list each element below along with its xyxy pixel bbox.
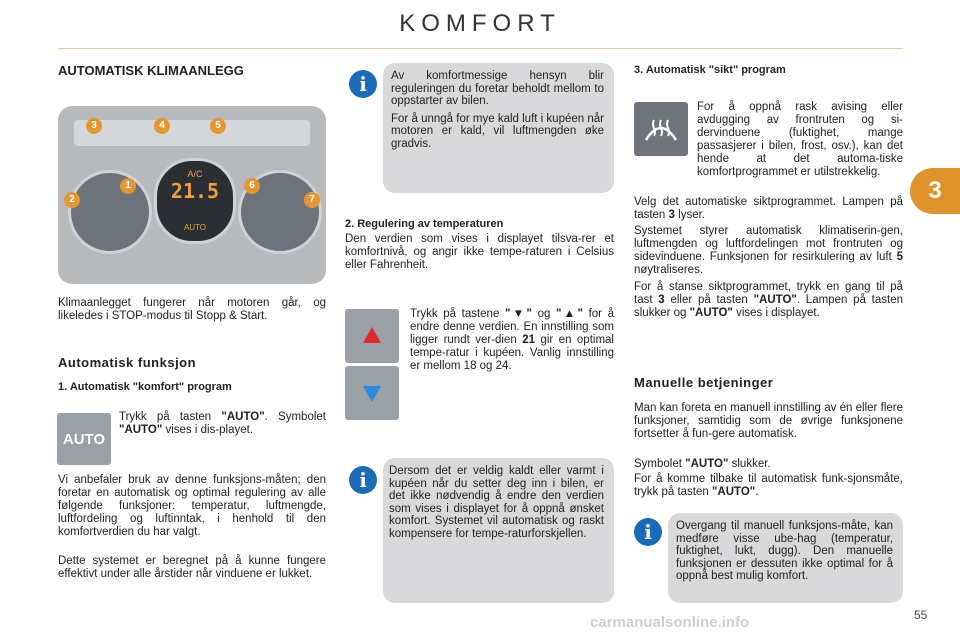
intro-text: Klimaanlegget fungerer når motoren går, og likeledes i STOP-modus til Stopp & Start. xyxy=(58,297,326,322)
arrow-up-icon xyxy=(345,309,399,363)
callout-5: 5 xyxy=(210,118,226,134)
manual-p1: Man kan foreta en manuell innstilling av én eller flere funksjoner, samtidig som de øvrige funksjonene fortsetter å fun-gere automatisk. xyxy=(634,402,903,440)
item2-title: 2. Regulering av temperaturen xyxy=(345,218,504,230)
callout-4: 4 xyxy=(154,118,170,134)
right-p3: For å stanse siktprogrammet, trykk en gang til på tast 3 eller på tasten "AUTO". Lampen på tasten slukker og "AUTO" vises i displayet. xyxy=(634,281,903,319)
para-seasons: Dette systemet er beregnet på å kunne fungere effektivt under alle årstider når vinduene er lukket. xyxy=(58,555,326,580)
defrost-icon xyxy=(634,102,688,156)
right-p1: Velg det automatiske siktprogrammet. Lampen på tasten 3 lyser. xyxy=(634,196,903,221)
item3-text: For å oppnå rask avising eller avdugging av frontruten og si-dervinduene (fuktighet, mange passasjerer i bilen, frost, osv.), kan det hende at det automa-tiske komfortprogrammet er utilstrekkelig. xyxy=(697,101,903,178)
item1-text: Trykk på tasten "AUTO". Symbolet "AUTO" vises i dis-playet. xyxy=(119,411,326,436)
section-heading: AUTOMATISK KLIMAANLEGG xyxy=(58,63,244,78)
info-icon: i xyxy=(349,70,377,98)
callout-3: 3 xyxy=(86,118,102,134)
right-p2: Systemet styrer automatisk klimatiserin-gen, luftmengden og luftfordelingen mot frontruten og sidevinduene. Funksjonen for resirkulering av luft 5 nøytraliseres. xyxy=(634,225,903,276)
callout-2: 2 xyxy=(64,192,80,208)
temp-down-button-image xyxy=(345,366,399,420)
callout-1: 1 xyxy=(120,178,136,194)
info2-text: Dersom det er veldig kaldt eller varmt i kupéen når du setter deg inn i bilen, er det ikke nødvendig å endre den verdien som vises i displayet for å oppnå ønsket komfort. Systemet vil automatisk og raskt kompensere for tempe-raturforskjellen. xyxy=(389,465,604,540)
display: A/C 21.5 AUTO xyxy=(154,158,236,244)
manual-p2: Symbolet "AUTO" slukker. xyxy=(634,458,771,470)
left-dial xyxy=(68,170,152,254)
defrost-button-image xyxy=(634,102,688,156)
info-box-2 xyxy=(383,458,614,603)
info1-p2: For å unngå for mye kald luft i kupéen når motoren er kald, vil luftmengden øke gradvis. xyxy=(391,112,604,150)
header-divider xyxy=(58,48,903,49)
item1-title: 1. Automatisk "komfort" program xyxy=(58,381,232,393)
auto-button-label: AUTO xyxy=(62,430,106,448)
subheading-manual: Manuelle betjeninger xyxy=(634,375,774,390)
info-box-3 xyxy=(668,513,903,603)
page-number: 55 xyxy=(914,608,928,622)
watermark: carmanualsonline.info xyxy=(590,614,750,631)
arrow-down-icon xyxy=(345,366,399,420)
auto-button-image xyxy=(57,413,111,465)
manual-p3: For å komme tilbake til automatisk funk-sjonsmåte, trykk på tasten "AUTO". xyxy=(634,473,903,498)
subheading-auto: Automatisk funksjon xyxy=(58,355,197,370)
item2-text: Den verdien som vises i displayet tilsva-rer et komfortnivå, og angir ikke tempe-raturen i Celsius eller Fahrenheit. xyxy=(345,233,614,271)
info-icon: i xyxy=(634,518,662,546)
callout-6: 6 xyxy=(244,178,260,194)
para-recommendation: Vi anbefaler bruk av denne funksjons-måten; den foretar en automatisk og optimal regulering av alle følgende funksjoner: temperatur, luftmengde, luftfordeling og luftinntak, i henhold til den komfortverdien du har valgt. xyxy=(58,474,326,538)
info1-p1: Av komfortmessige hensyn blir reguleringen du foretar beholdt mellom to oppstarter av bilen. xyxy=(391,70,604,107)
callout-7: 7 xyxy=(304,192,320,208)
temp-text: Trykk på tastene "▼" og "▲" for å endre denne verdien. En innstilling som ligger rundt ver-dien 21 gir en optimal tempe-ratur i kupéen. Vanlig innstilling er mellom 18 og 24. xyxy=(410,308,614,372)
item3-title: 3. Automatisk "sikt" program xyxy=(634,64,786,76)
climate-panel-image xyxy=(58,106,326,284)
temp-up-button-image xyxy=(345,309,399,363)
info3-text: Overgang til manuell funksjons-måte, kan medføre visse ube-hag (temperatur, fuktighet, lukt, dugg). Den manuelle funksjonen er dessuten ikke optimal for å oppnå best mulig komfort. xyxy=(676,520,893,582)
page-title: KOMFORT xyxy=(399,10,561,37)
info-icon: i xyxy=(349,466,377,494)
info-box-1 xyxy=(383,63,614,193)
section-tab: 3 xyxy=(910,168,960,214)
